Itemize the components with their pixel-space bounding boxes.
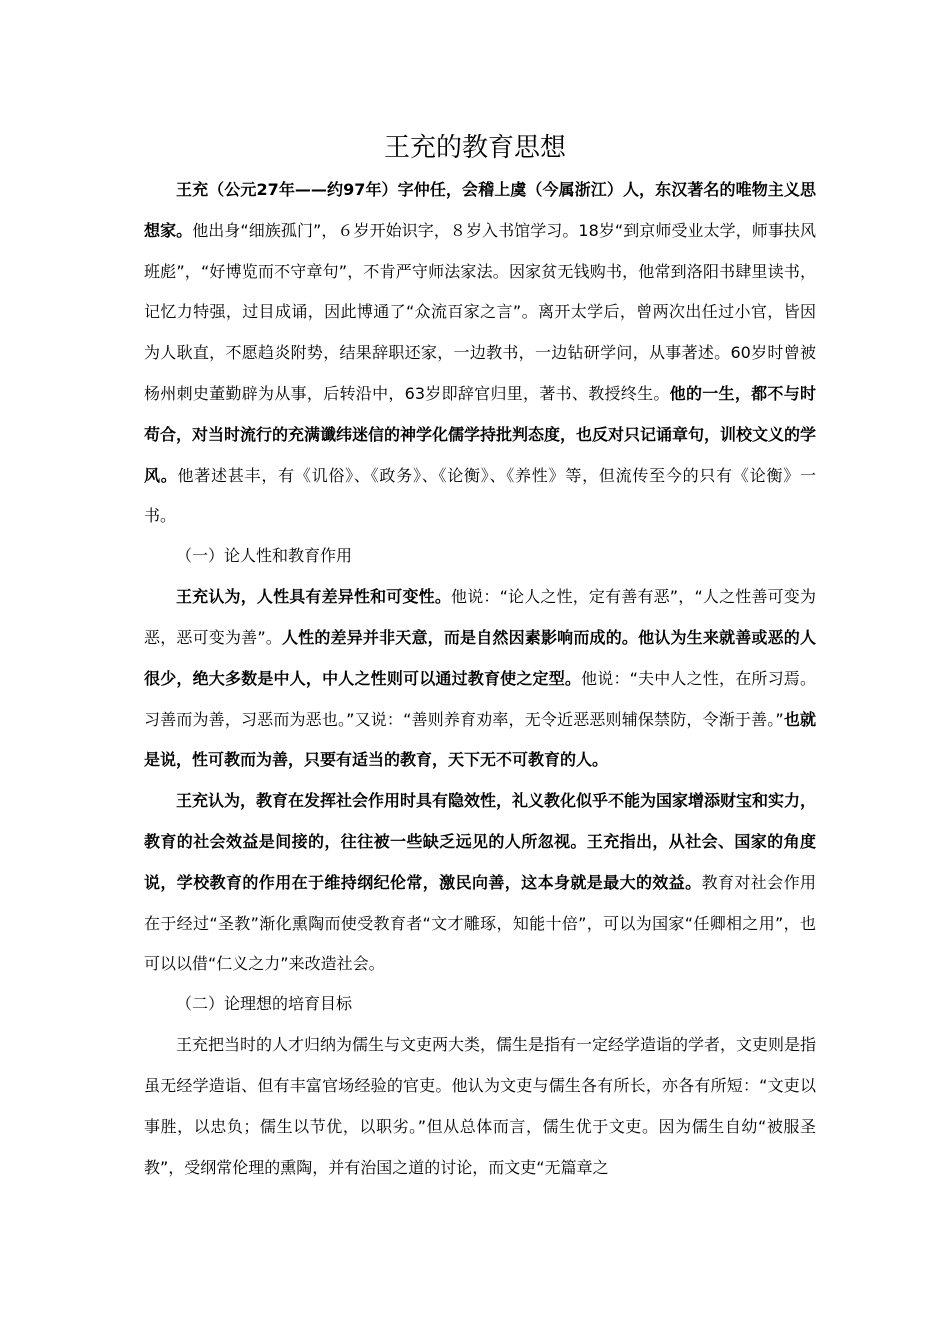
paragraph bbox=[144, 577, 816, 781]
text-run: 教育对社会作用在于经过“圣教”渐化熏陶而使受教育者“文才雕琢，知能十倍”，可以为国家“任卿相之用”，也可以以借“仁义之力”来改造社会。 bbox=[144, 872, 816, 974]
paragraph bbox=[144, 170, 816, 537]
body-text bbox=[144, 170, 816, 1188]
paragraph bbox=[144, 1025, 816, 1188]
text-run: 他说：“夫中人之性，在所习焉。习善而为善，习恶而为恶也。”又说：“善则养育劝率，无令近恶恶则辅保禁防，令渐于善。” bbox=[144, 668, 816, 729]
bold-text-run: 王充（公元27年——约97年）字仲任，会稽上虞（今属浙江）人，东汉著名的唯物主义思想家。 bbox=[144, 180, 816, 240]
page-title: 王充的教育思想 bbox=[383, 133, 566, 163]
text-run: 王充把当时的人才归纳为儒生与文吏两大类，儒生是指有一定经学造诣的学者，文吏则是指虽无经学造诣、但有丰富官场经验的官吏。他认为文吏与儒生各有所长，亦各有所短：“文吏以事胜，以忠负；儒生以节优，以职劣。”但从总体而言，儒生优于文吏。因为儒生自幼“被服圣教”，受纲常伦理的熏陶，并有治国之道的讨论，而文吏“无篇章之 bbox=[144, 1035, 817, 1177]
text-run: 他说：“论人之性，定有善有恶”，“人之性善可变为恶，恶可变为善”。 bbox=[144, 587, 816, 647]
bold-text-run: 王充认为，人性具有差异性和可变性。 bbox=[176, 587, 452, 607]
bold-text-run: 也就是说，性可教而为善，只要有适当的教育，天下无不可教育的人。 bbox=[144, 709, 816, 770]
paragraph bbox=[144, 781, 816, 985]
section-heading-2: （二）论理想的培育目标 bbox=[176, 994, 353, 1014]
text-run: 他著述甚丰，有《讥俗》、《政务》、《论衡》、《养性》等，但流传至今的只有《论衡》一书。 bbox=[144, 465, 816, 526]
section-heading-1: （一）论人性和教育作用 bbox=[176, 546, 353, 566]
bold-text-run: 他的一生，都不与时苟合，对当时流行的充满谶纬迷信的神学化儒学持批判态度，也反对只记诵章句，训校文义的学风。 bbox=[144, 383, 817, 485]
bold-text-run: 王充认为，教育在发挥社会作用时具有隐效性，礼义教化似乎不能为国家增添财宝和实力，教育的社会效益是间接的，往往被一些缺乏远见的人所忽视。王充指出，从社会、国家的角度说，学校教育的作用在于维持纲纪伦常，激民向善，这本身就是最大的效益。 bbox=[144, 791, 817, 892]
text-run: 他出身“细族孤门”，６岁开始识字，８岁入书馆学习。18岁“到京师受业太学，师事扶风班彪”，“好博览而不守章句”，不肯严守师法家法。因家贫无钱购书，他常到洛阳书肆里读书，记忆力特强，过目成诵，因此博通了“众流百家之言”。离开太学后，曾两次出任过小官，皆因为人耿直，不愿趋炎附势，结果辞职还家，一边教书，一边钻研学问，从事著述。60岁时曾被杨州刺史董勤辟为从事，后转沿中，63岁即辞官归里，著书、教授终生。 bbox=[144, 220, 816, 403]
bold-text-run: 人性的差异并非天意，而是自然因素影响而成的。他认为生来就善或恶的人很少，绝大多数是中人，中人之性则可以通过教育使之定型。 bbox=[144, 627, 816, 688]
